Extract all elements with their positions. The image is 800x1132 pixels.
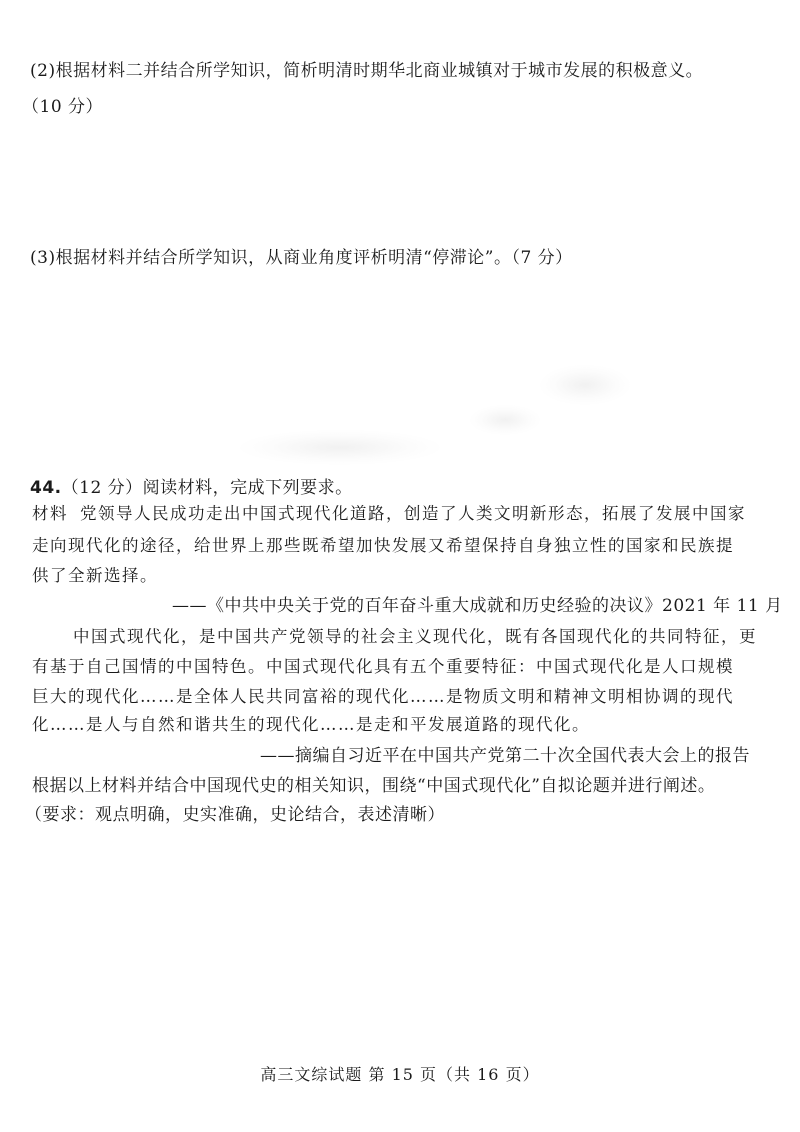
question-3: (3)根据材料并结合所学知识，从商业角度评析明清“停滞论”。（7 分） (30, 248, 573, 268)
question-44-intro: （12 分）阅读材料，完成下列要求。 (61, 478, 353, 498)
material-para-1-line-3: 供了全新选择。 (32, 566, 158, 585)
material-para-2-line-4: 化……是人与自然和谐共生的现代化……是走和平发展道路的现代化。 (32, 715, 590, 734)
material-source-2: ——摘编自习近平在中国共产党第二十次全国代表大会上的报告 (260, 746, 750, 766)
material-para-2-line-2: 有基于自己国情的中国特色。中国式现代化具有五个重要特征：中国式现代化是人口规模 (32, 657, 734, 676)
scan-smudge (240, 430, 440, 465)
scan-smudge (540, 365, 630, 405)
question-number: 44. (30, 478, 62, 498)
material-para-2-line-1: 中国式现代化，是中国共产党领导的社会主义现代化，既有各国现代化的共同特征，更 (73, 627, 757, 646)
material-source-1: ——《中共中央关于党的百年奋斗重大成就和历史经验的决议》2021 年 11 月 (172, 596, 783, 616)
material-para-1-line-1 (32, 506, 746, 523)
question-44-header (30, 480, 353, 497)
material-label: 材料 (32, 504, 68, 523)
scan-smudge (470, 405, 540, 435)
material-text: 党领导人民成功走出中国式现代化道路，创造了人类文明新形态，拓展了发展中国家 (80, 504, 746, 523)
question-44-requirement: （要求：观点明确，史实准确，史论结合，表述清晰） (25, 805, 445, 825)
material-para-2-line-3: 巨大的现代化……是全体人民共同富裕的现代化……是物质文明和精神文明相协调的现代 (32, 687, 734, 706)
question-2-line-1: (2)根据材料二并结合所学知识，简析明清时期华北商业城镇对于城市发展的积极意义。 (30, 61, 704, 81)
question-44-task: 根据以上材料并结合中国现代史的相关知识，围绕“中国式现代化”自拟论题并进行阐述。 (32, 776, 716, 796)
material-para-1-line-2: 走向现代化的途径，给世界上那些既希望加快发展又希望保持自身独立性的国家和民族提 (32, 536, 734, 555)
page-footer: 高三文综试题 第 15 页（共 16 页） (260, 1065, 540, 1084)
question-2-points: （10 分） (22, 97, 104, 117)
